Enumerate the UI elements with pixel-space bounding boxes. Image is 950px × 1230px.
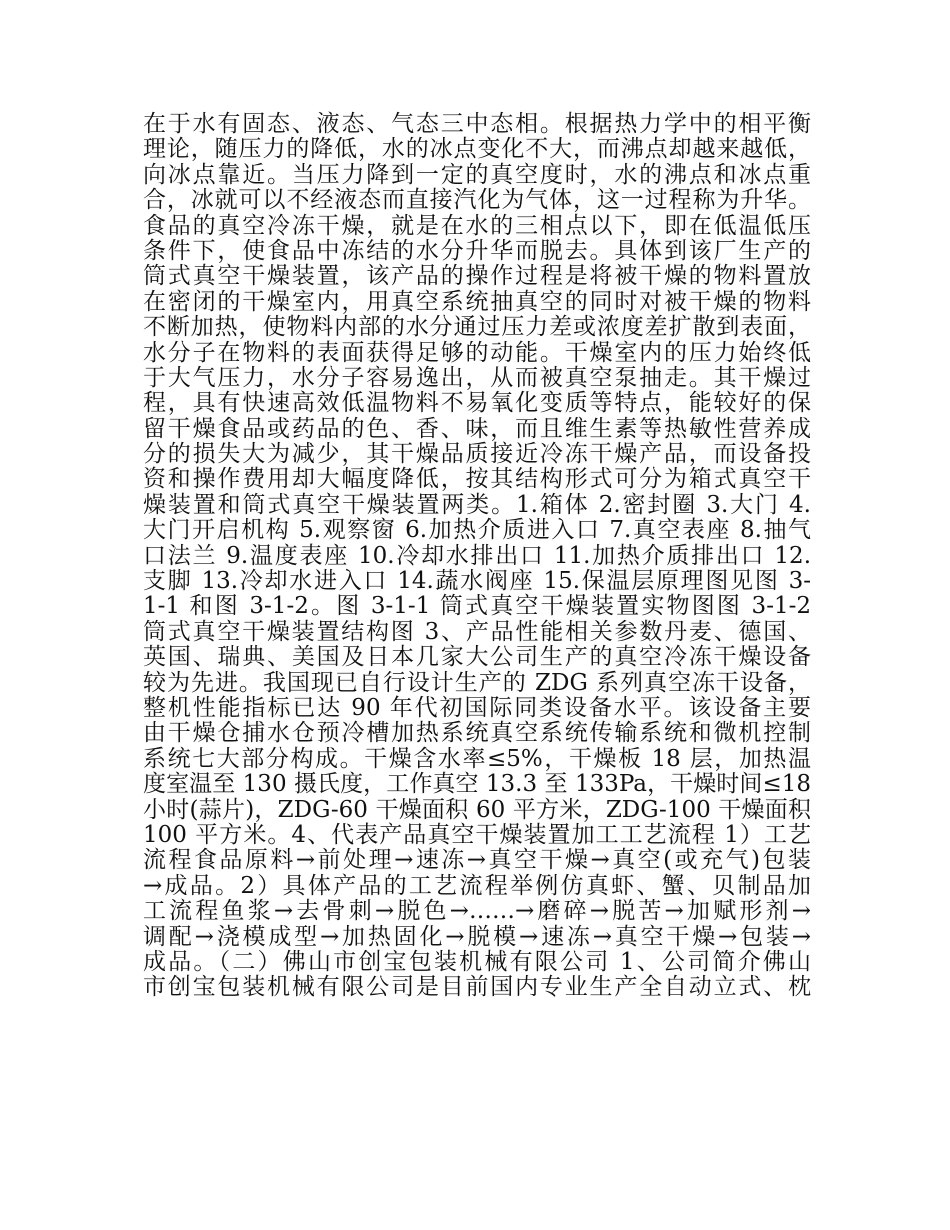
text-line: 于大气压力，水分子容易逸出，从而被真空泵抽走。其干燥过 <box>143 364 811 391</box>
text-line: 大门开启机构 5.观察窗 6.加热介质进入口 7.真空表座 8.抽气 <box>143 517 811 544</box>
text-line: 流程食品原料→前处理→速冻→真空干燥→真空(或充气)包装 <box>143 847 811 874</box>
text-line: 在于水有固态、液态、气态三中态相。根据热力学中的相平衡 <box>143 111 811 137</box>
text-line: 由干燥仓捕水仓预冷槽加热系统真空系统传输系统和微机控制 <box>143 720 811 747</box>
text-line: 筒式真空干燥装置结构图 3、产品性能相关参数丹麦、德国、 <box>143 618 811 645</box>
text-line: 留干燥食品或药品的色、香、味，而且维生素等热敏性营养成 <box>143 415 811 442</box>
text-line: 英国、瑞典、美国及日本几家大公司生产的真空冷冻干燥设备 <box>143 644 811 671</box>
text-line: 在密闭的干燥室内，用真空系统抽真空的同时对被干燥的物料 <box>143 288 811 315</box>
text-line: 不断加热，使物料内部的水分通过压力差或浓度差扩散到表面， <box>143 314 811 341</box>
text-line: 程，具有快速高效低温物料不易氧化变质等特点，能较好的保 <box>143 390 811 417</box>
text-line: 较为先进。我国现已自行设计生产的 ZDG 系列真空冻干设备， <box>143 669 811 696</box>
text-line: 燥装置和筒式真空干燥装置两类。1.箱体 2.密封圈 3.大门 4. <box>143 491 811 518</box>
body-text <box>143 112 811 1001</box>
text-line: 整机性能指标已达 90 年代初国际同类设备水平。该设备主要 <box>143 694 811 721</box>
text-line: 水分子在物料的表面获得足够的动能。干燥室内的压力始终低 <box>143 339 811 366</box>
text-line: 1-1 和图 3-1-2。图 3-1-1 筒式真空干燥装置实物图图 3-1-2 <box>143 593 811 620</box>
text-line: 市创宝包装机械有限公司是目前国内专业生产全自动立式、枕 <box>143 974 811 1001</box>
text-line: 条件下，使食品中冻结的水分升华而脱去。具体到该厂生产的 <box>143 237 811 264</box>
text-line: 向冰点靠近。当压力降到一定的真空度时，水的沸点和冰点重 <box>143 161 811 188</box>
text-line: 食品的真空冷冻干燥，就是在水的三相点以下，即在低温低压 <box>143 212 811 239</box>
text-line: 支脚 13.冷却水进入口 14.蔬水阀座 15.保温层原理图见图 3- <box>143 568 811 595</box>
text-line: 成品。（二）佛山市创宝包装机械有限公司 1、公司简介佛山 <box>143 948 811 975</box>
text-line: 合，冰就可以不经液态而直接汽化为气体，这一过程称为升华。 <box>143 187 811 214</box>
text-line: 系统七大部分构成。干燥含水率≤5%，干燥板 18 层，加热温 <box>143 745 811 772</box>
text-line: 筒式真空干燥装置，该产品的操作过程是将被干燥的物料置放 <box>143 263 811 290</box>
text-line: 度室温至 130 摄氏度，工作真空 13.3 至 133Pa，干燥时间≤18 <box>143 771 811 798</box>
text-line: 分的损失大为减少，其干燥品质接近冷冻干燥产品，而设备投 <box>143 441 811 468</box>
text-line: 小时(蒜片)，ZDG-60 干燥面积 60 平方米，ZDG-100 干燥面积 <box>143 796 811 823</box>
text-line: →成品。2）具体产品的工艺流程举例仿真虾、蟹、贝制品加 <box>143 872 811 899</box>
text-line: 理论，随压力的降低，水的冰点变化不大，而沸点却越来越低， <box>143 136 811 163</box>
text-line: 工流程鱼浆→去骨刺→脱色→……→磨碎→脱苦→加赋形剂→ <box>143 898 811 925</box>
text-line: 调配→浇模成型→加热固化→脱模→速冻→真空干燥→包装→ <box>143 923 811 950</box>
text-line: 100 平方米。4、代表产品真空干燥装置加工工艺流程 1）工艺 <box>143 821 811 848</box>
text-line: 口法兰 9.温度表座 10.冷却水排出口 11.加热介质排出口 12. <box>143 542 811 569</box>
text-line: 资和操作费用却大幅度降低，按其结构形式可分为箱式真空干 <box>143 466 811 493</box>
